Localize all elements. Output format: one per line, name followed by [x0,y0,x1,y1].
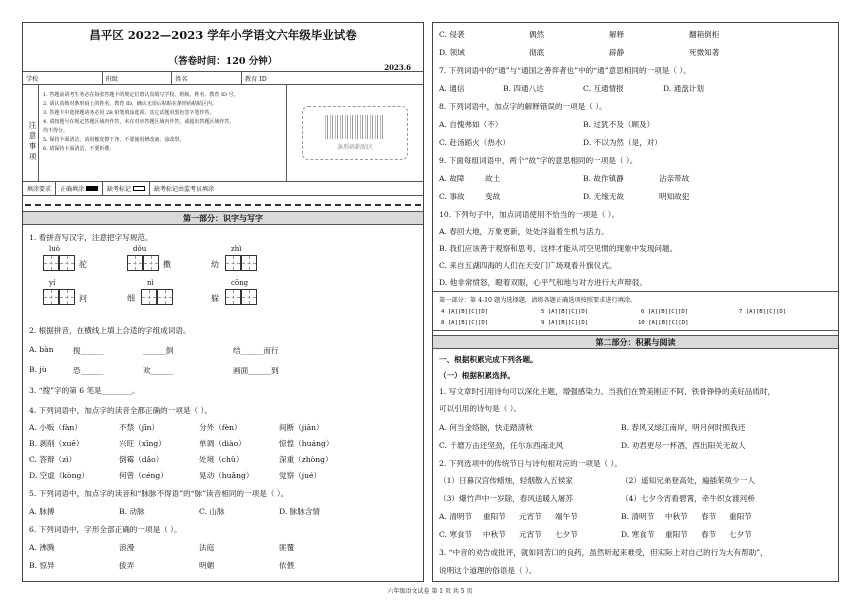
q6-option: C. 侵袭 [439,30,465,39]
q5-option: D. 脉脉含情 [279,507,321,516]
q2-cell[interactable]: 结______而行 [233,346,279,355]
legend-missing-note: 缺考标记由监考员填涂 [154,186,215,193]
question-9: 9. 下面每组词语中，两个“故”字的意思相同的一项是（ ）。 [439,156,638,165]
writing-grid[interactable] [157,289,173,305]
sub-heading: （一）根据积累选择。 [439,371,515,380]
grid-character: 擞 [163,260,171,269]
question-7: 7. 下列词语中的“通”与“通国之善弈者也”中的“通”意思相同的一项是（ ）。 [439,66,691,75]
question-1: 1. 看拼音写汉字，注意把字写规范。 [29,233,153,242]
grid-character: 问 [79,294,87,303]
q6-option: 拔弄 [119,561,135,570]
question-5: 5. 下列词语中，加点字的读音和“脉脉不得语”的“脉”读音相同的一项是（ ）。 [29,489,289,498]
q6-option: D. 领域 [439,48,465,57]
section-header-part2: 第二部分：积累与阅读 [433,335,838,349]
q9-option: 沾亲带故 [659,174,690,183]
pinyin-label: yí [49,279,56,287]
q4-option: 何曾（céng） [119,471,168,480]
q6-option: 彻底 [529,48,545,57]
q2-option: 春节 [701,530,717,539]
grid-character: 驼 [79,260,87,269]
barcode-area[interactable] [302,106,408,160]
grid-character: 幼 [211,260,219,269]
q2-option: 重阳节 [665,530,688,539]
note-item: 均不得分。 [43,128,69,134]
writing-grid[interactable] [241,289,257,305]
part-heading: 一、根据积累完成下列各题。 [439,355,538,364]
q4-option: 兴旺（xīng） [119,439,166,448]
question-8: 8. 下列词语中，加点字的解释错误的一项是（ ）。 [439,102,607,111]
note-item: 2. 请认真核对条形码上的姓名、教育 ID，确认无误后粘贴在条形码粘贴区内。 [43,101,217,107]
answer-instruction: 第一部分：第 4-10 题为选择题，请将各题正确选项按照要求进行填涂。 [439,297,637,304]
q10-option: C. 来自五湖四海的人们在天安门广场观看升旗仪式。 [439,261,617,270]
note-item: 1. 答题前请考生务必在每张答题卡的规定位置认真填写学校、班级、姓名、教育 ID 号。 [43,92,239,98]
q4-option: 晃动（huǎng） [199,471,254,480]
q5-option: B. 动脉 [119,507,145,516]
q2-poem: （1）日暮汉宫传蜡烛，轻烟散入五侯家 [439,476,573,485]
q2-poem: （3）爆竹声中一岁除，春风送暖入屠苏 [439,494,573,503]
writing-grid[interactable] [225,289,241,305]
school-field[interactable]: 学校 [23,72,103,84]
note-item: 4. 请按题号在规定答题区域内作答，未在对应答题区域内作答，或超出答题区域作答， [43,119,235,125]
name-field[interactable]: 姓名 [172,72,242,84]
legend-requirement: 填涂要求 [23,182,56,195]
q2-option: 元宵节 [519,512,542,521]
q4-option: 倒霉（dǎo） [119,455,164,464]
writing-grid[interactable] [141,289,157,305]
left-answer-sheet [22,22,424,582]
q8-option: A. 自愧弗如（不） [439,120,503,129]
q9-option: A. 故障 [439,174,465,183]
q6-option: 匪覆 [279,543,295,552]
question-10: 10. 下列句子中，加点词语使用不恰当的一项是（ ）。 [439,210,620,219]
q2-option: A. 清明节 [439,512,473,521]
q9-option: D. 无缘无故 [583,192,625,201]
q6-option: 浪漫 [119,543,135,552]
writing-grid[interactable] [127,255,143,271]
grid-character: 躲 [211,294,219,303]
section-header-part1: 第一部分：识字与写字 [23,211,423,225]
writing-grid[interactable] [59,289,75,305]
q2-option: 重阳节 [483,512,506,521]
q7-option: D. 通盘计划 [663,84,705,93]
q4-option: A. 小贩（fàn） [29,423,82,432]
q2-option: 中秋节 [483,530,506,539]
question-3-text: 说明这个道理的俗语是（ ）。 [439,566,537,575]
pinyin-label: dǒu [133,245,147,253]
question-4: 4. 下列词语中，加点字的读音全都正确的一项是（ ）。 [29,406,212,415]
legend-correct [56,182,103,195]
barcode-icon [325,115,385,139]
cut-line [25,204,421,207]
q4-option: 深重（zhòng） [279,455,333,464]
notes-list [39,85,287,181]
notes-area [23,85,423,182]
q8-option: C. 赴汤蹈火（热水） [439,138,511,147]
barcode-label: 条形码粘贴区 [336,144,373,151]
q1-option: C. 千磨万击还坚劲，任尔东西南北风 [439,441,564,450]
q2-option: C. 寒食节 [439,530,473,539]
answer-bubbles[interactable]: 4 [A][B][C][D] [441,309,489,315]
q2-cell[interactable]: 搅______ [73,346,104,355]
note-item: 5. 保持卡面清洁，请用橡皮擦干净，不要使用修改液、涂改带。 [43,137,185,143]
writing-grid[interactable] [143,255,159,271]
legend-missing [103,182,150,195]
question-3: 3. “搜”字的第 6 笔是________。 [29,386,140,395]
q2-poem: （4）七夕今宵看碧霄，牵牛织女渡河桥 [621,494,755,503]
note-item: 6. 请保持卡面清洁，不要折叠。 [43,146,115,152]
q2-option: 中秋节 [665,512,688,521]
q2-poem: （2）遥知兄弟登高处，遍插茱萸少一人 [621,476,755,485]
q6-option: 翻箱倒柜 [689,30,720,39]
notes-heading: 注意事项 [23,85,39,181]
q6-option: 辟静 [609,48,625,57]
legend-missing-label: 缺考标记 [107,186,132,193]
pinyin-label: luò [49,245,60,253]
answer-bubbles[interactable]: 9 [A][B][C][D] [541,320,589,326]
q10-option: D. 他非常愤怒，瞪着双眼，心平气和地与对方进行大声辩驳。 [439,278,648,287]
q6-option: B. 惊异 [29,561,55,570]
q4-option: C. 答辩（zì） [29,455,77,464]
note-item: 3. 答题卡中选择题请务必用 2B 铅笔填涂选项，其它试题用黑色签字笔作答。 [43,110,215,116]
q10-option: B. 我们应该善于观察和思考，这样才能从司空见惯的现象中发现问题。 [439,244,678,253]
writing-grid[interactable] [43,255,59,271]
q2-option: 七夕节 [729,530,752,539]
page-footer: 六年级语文试卷 第 1 页 共 5 页 [387,588,473,595]
q1-option: D. 劝君更尽一杯酒，西出阳关无故人 [621,441,746,450]
q2-option: 重阳节 [729,512,752,521]
question-2-text: 2. 下列选项中的传统节日与诗句相对应的一项是（ ）。 [439,459,622,468]
q6-option: 偶然 [529,30,545,39]
q2-cell[interactable]: 画面______到 [233,366,279,375]
q2-option: D. 寒食节 [621,530,655,539]
answer-bubbles[interactable]: 6 [A][B][C][D] [641,309,689,315]
answer-bubbles[interactable]: 10 [A][B][C][D] [638,320,689,326]
q6-option: 法庭 [199,543,215,552]
q9-option: 变故 [485,192,501,201]
q9-option: C. 事故 [439,192,465,201]
q7-option: A. 通信 [439,84,465,93]
q2-cell[interactable]: 欢______ [143,366,174,375]
q2-option: 春节 [701,512,717,521]
writing-grid[interactable] [59,255,75,271]
q4-option: B. 剥削（xuē） [29,439,84,448]
question-1-text: 可以引用的诗句是（ ）。 [439,404,522,413]
legend-correct-label: 正确填涂 [60,186,85,193]
q4-option: 处境（chǔ） [199,455,244,464]
q6-option: 死微知著 [689,48,720,57]
q8-option: B. 过犹不及（顾及） [583,120,655,129]
q2-cell: A. bàn [29,345,54,354]
q4-option: 单调（diào） [199,439,246,448]
q1-option: A. 何当金络脑，快走踏清秋 [439,423,533,432]
class-field[interactable]: 班级 [103,72,173,84]
edu-id-field[interactable]: 教育 ID [244,76,267,83]
question-2: 2. 根据拼音，在横线上填上合适的字组成词语。 [29,326,191,335]
answer-bubble-box [433,291,838,331]
barcode-zone [287,85,423,181]
q9-option: 明知故犯 [659,192,690,201]
q1-option: B. 春风又绿江南岸，明月何时照我还 [621,423,746,432]
fill-legend [23,182,423,196]
q9-option: B. 故作镇静 [583,174,624,183]
exam-date: 2023.6 [384,63,411,72]
q6-option: 明媚 [199,561,215,570]
answer-bubbles[interactable]: 5 [A][B][C][D] [541,309,589,315]
pinyin-label: nì [147,279,154,287]
student-info-row [23,71,423,85]
question-3-text: 3. “中音的劝告或批评，就如同苦口的良药，虽然听起来难受，但实际上对自己的行为大有帮助”， [439,548,768,557]
q10-option: A. 春回大地，万象更新，处处洋溢着生机与活力。 [439,227,609,236]
exam-title: 昌平区 2022—2023 学年小学语文六年级毕业试卷 [89,28,357,42]
q2-cell: B. jù [29,365,47,374]
q4-option: 惊惶（huáng） [279,439,334,448]
q4-option: D. 空虚（kòng） [29,471,89,480]
q9-option: 故土 [485,174,501,183]
writing-grid[interactable] [43,289,59,305]
q7-option: B. 四通八达 [503,84,544,93]
q2-option: B. 清明节 [621,512,655,521]
right-answer-sheet [432,22,839,582]
q2-cell[interactable]: 恐______ [73,366,104,375]
empty-box-icon[interactable] [133,186,145,191]
q2-cell[interactable]: ______倒 [143,346,174,355]
answer-bubbles[interactable]: 7 [A][B][C][D] [739,309,787,315]
q8-option: D. 不以为然（是，对） [583,138,662,147]
q5-option: A. 脉搏 [29,507,55,516]
q2-option: 七夕节 [555,530,578,539]
filled-box-icon [86,186,98,191]
q4-option: 分外（fèn） [199,423,242,432]
q2-option: 端午节 [555,512,578,521]
writing-grid[interactable] [241,255,257,271]
writing-grid[interactable] [225,255,241,271]
q2-option: 元宵节 [519,530,542,539]
answer-bubbles[interactable]: 8 [A][B][C][D] [441,320,489,326]
q7-option: C. 互通情报 [583,84,624,93]
exam-duration: （答卷时间：120 分钟） [168,56,278,67]
grid-character: 细 [127,294,135,303]
q6-option: A. 沸腾 [29,543,55,552]
q4-option: 间断（jiān） [279,423,324,432]
q6-option: 依偎 [279,561,295,570]
q4-option: 觉察（jué） [279,471,322,480]
pinyin-label: cōng [231,279,249,287]
question-6: 6. 下列词语中，字形全部正确的一项是（ ）。 [29,525,182,534]
q6-option: 解释 [609,30,625,39]
q4-option: 不禁（jīn） [119,423,160,432]
q5-option: C. 山脉 [199,507,225,516]
pinyin-label: zhì [231,245,242,253]
question-1-text: 1. 写文章时引用诗句可以深化主题，增强感染力。当我们在赞美刚正不阿、铁骨铮铮的美好品质时， [439,387,776,396]
